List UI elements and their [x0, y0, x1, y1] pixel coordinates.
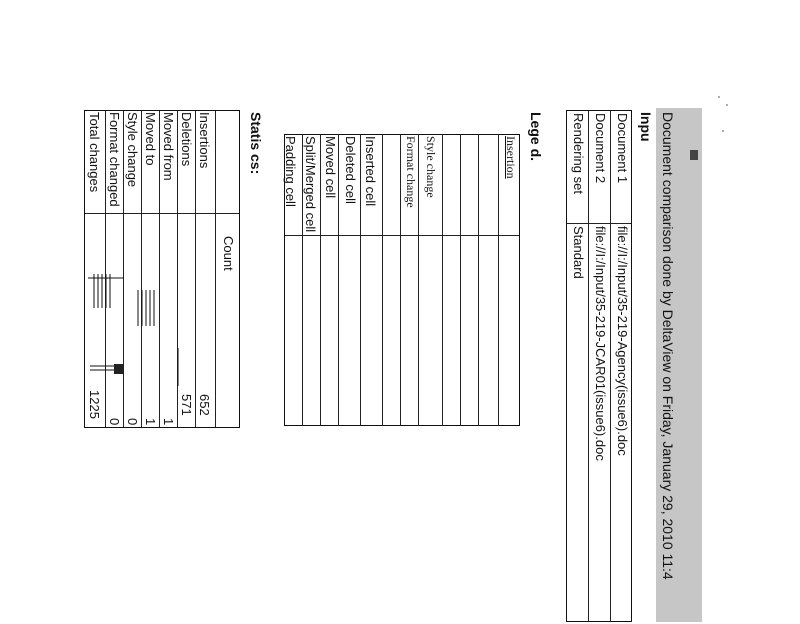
stat-label: Moved from — [161, 112, 176, 181]
statistics-title: Statis cs: — [248, 112, 264, 175]
stat-count: 1 — [143, 418, 158, 426]
stat-count: 0 — [107, 418, 122, 426]
legend-item-deleted-cell: Deleted cell — [343, 136, 358, 204]
legend-item-split-merged-cell: Split/Merged cell — [303, 136, 318, 233]
input-row-value: file://I:/Input/35-219-JCAR01(issue6).doc — [593, 226, 608, 461]
legend-item-insertion: Insertion — [504, 136, 518, 179]
stat-label: Deletions — [179, 112, 194, 167]
input-row-value: Standard — [571, 226, 586, 279]
stat-label: Moved to — [143, 112, 158, 166]
scan-speck — [722, 130, 724, 132]
legend-title: Lege d. — [528, 112, 544, 162]
input-row-label: Document 2 — [593, 113, 608, 184]
legend-item-inserted-cell: Inserted cell — [363, 136, 378, 207]
legend-item-moved-cell: Moved cell — [323, 136, 338, 199]
stat-count: 0 — [125, 418, 140, 426]
input-title: Inpu — [638, 112, 654, 142]
input-row-label: Document 1 — [615, 113, 630, 184]
document-icon — [690, 150, 698, 160]
stat-label: Format changed — [107, 112, 122, 207]
input-row-value: file://I:/Input/35-219-Agency(issue6).doc — [615, 226, 630, 456]
header-text: Document comparison done by DeltaView on Friday, January 29, 2010 11:4 — [660, 112, 676, 580]
stat-count: 1225 — [87, 390, 102, 419]
count-header: Count — [221, 236, 236, 271]
scan-speck — [718, 96, 720, 98]
legend-item-style-change: Style change — [424, 136, 438, 198]
stat-count: 571 — [179, 394, 194, 416]
stat-label: Total changes — [87, 112, 102, 193]
legend-item-format-change: Format change — [404, 136, 418, 208]
scan-artifact — [84, 268, 194, 408]
legend-item-padding-cell: Padding cell — [283, 136, 298, 207]
stat-count: 1 — [161, 418, 176, 426]
stat-label: Insertions — [197, 112, 212, 169]
input-row-label: Rendering set — [571, 113, 586, 194]
scan-speck — [726, 104, 728, 106]
stat-label: Style change — [125, 112, 140, 188]
stat-count: 652 — [197, 394, 212, 416]
